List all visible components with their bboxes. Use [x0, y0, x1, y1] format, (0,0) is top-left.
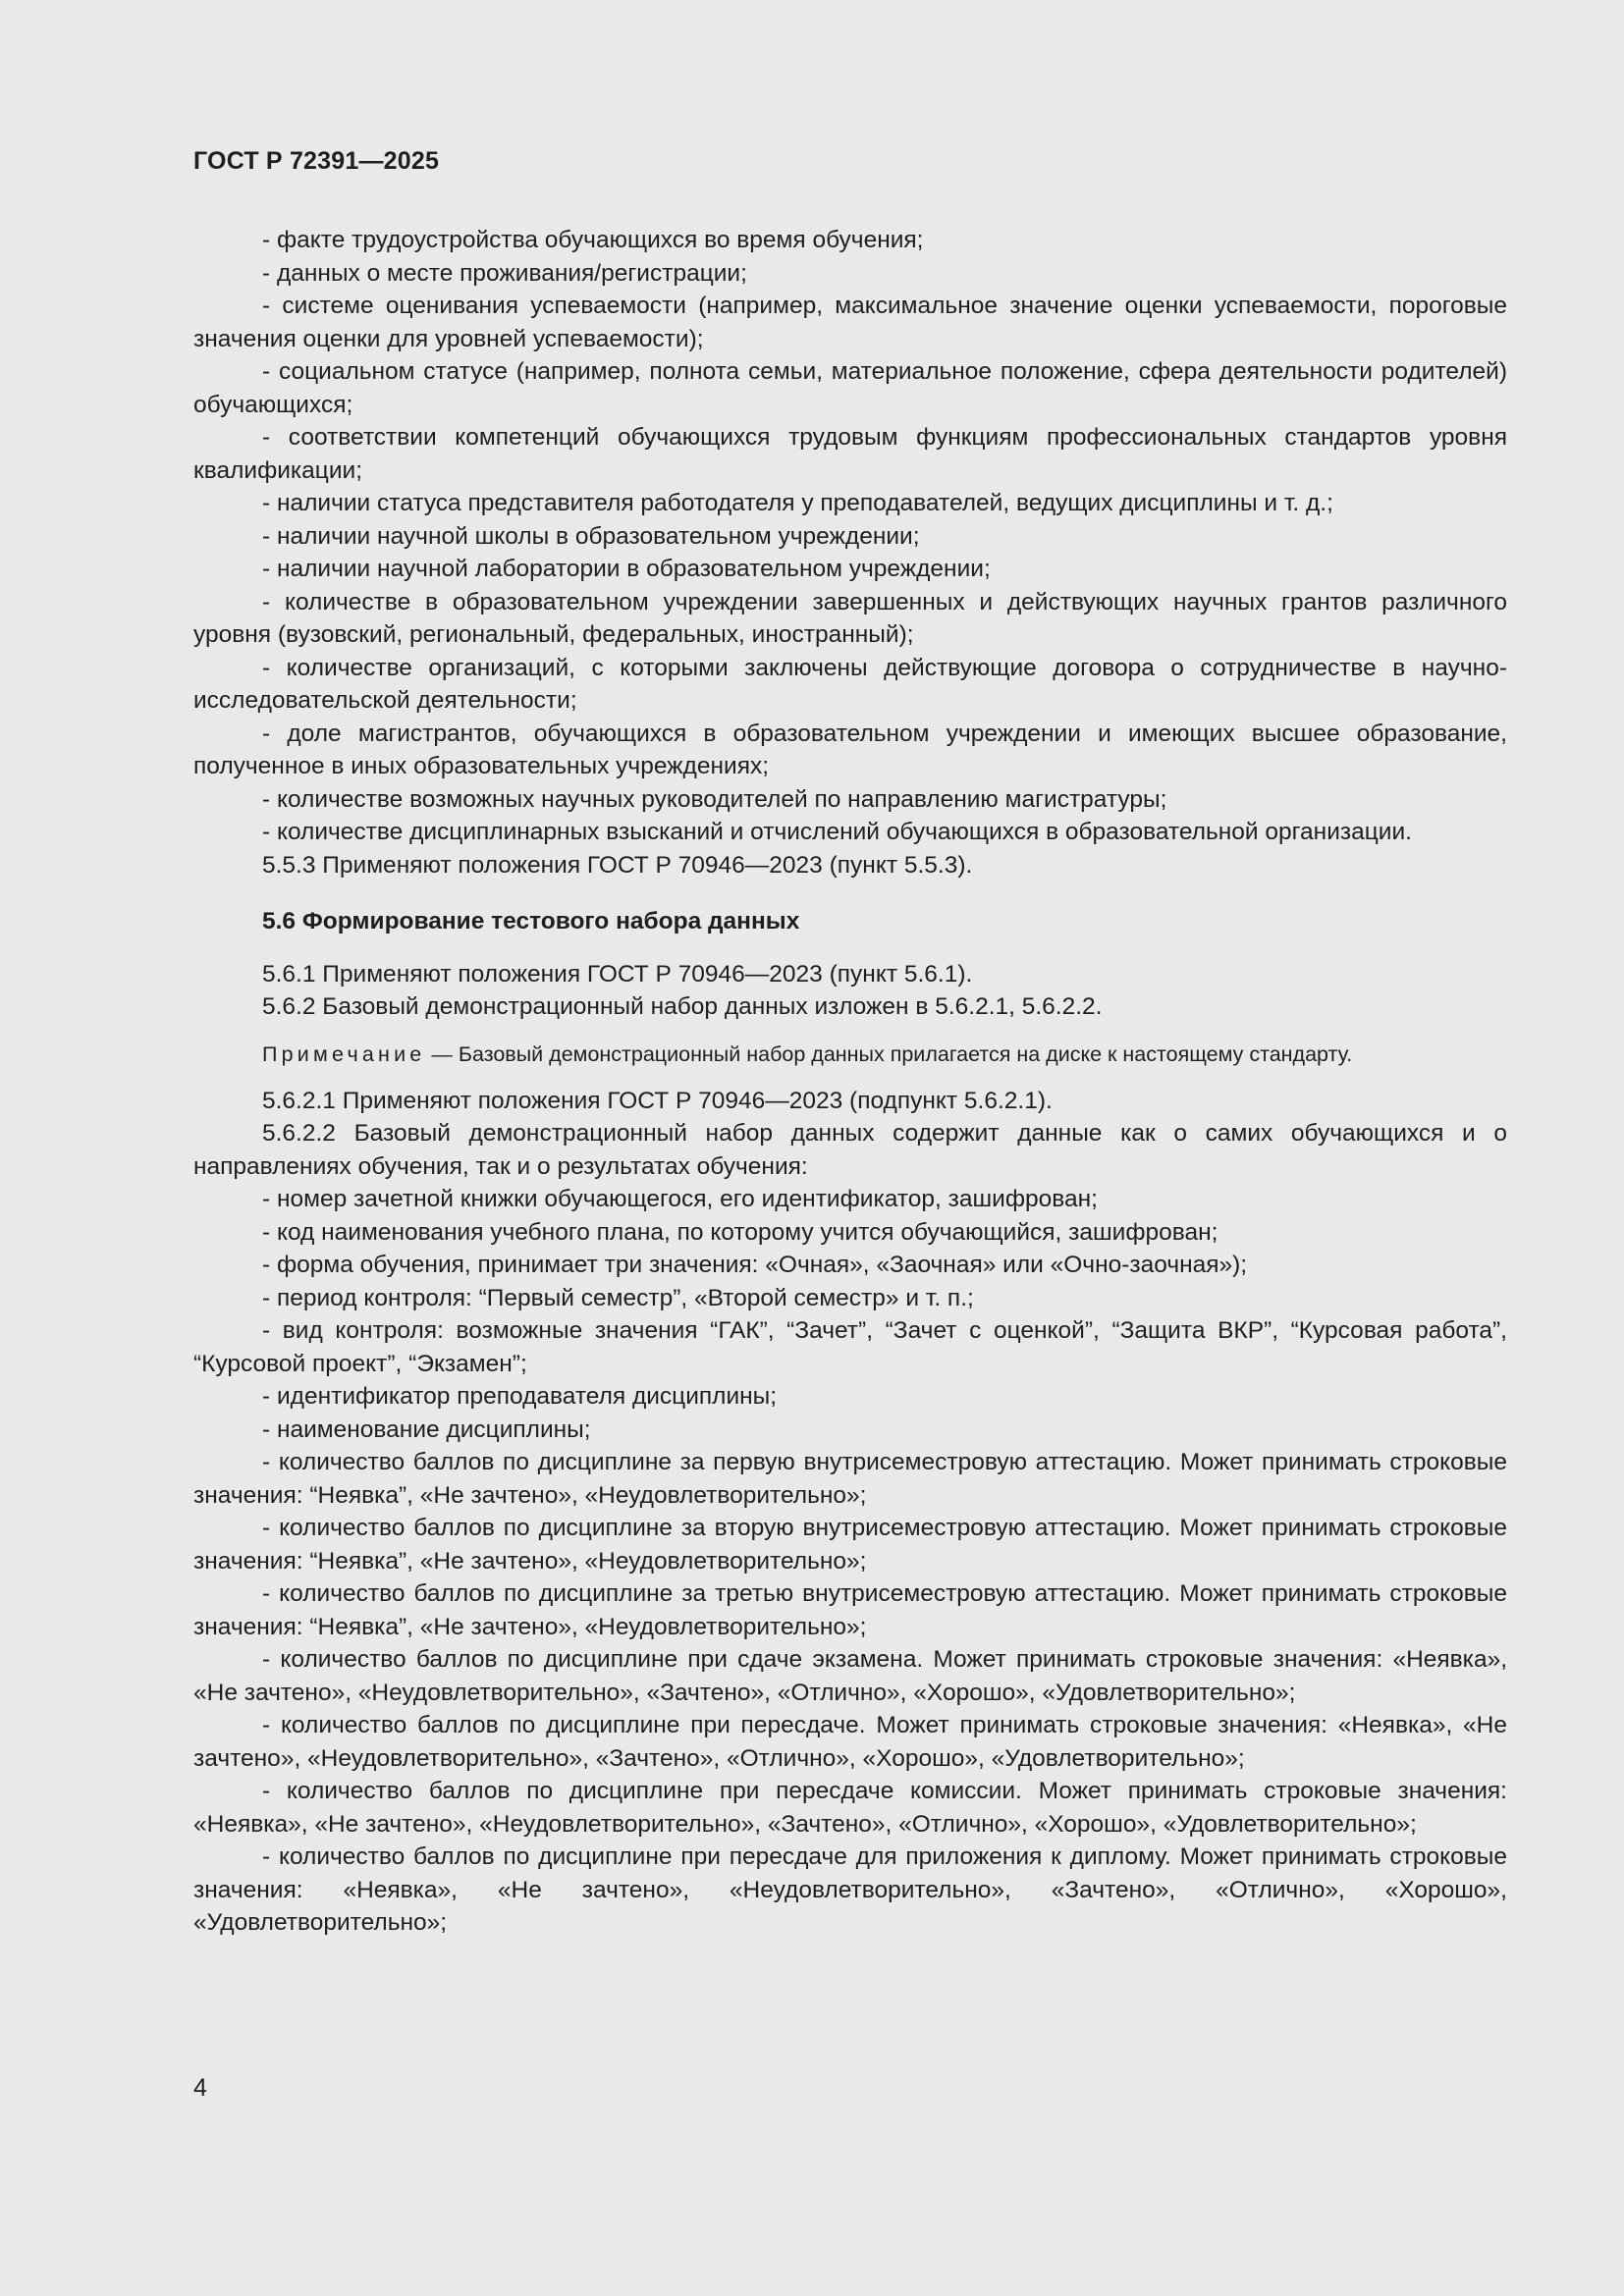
list-item: - количестве организаций, с которыми заключены действующие договора о сотрудничестве в научно-исследовательской деятельности;	[193, 654, 1507, 714]
document-header: ГОСТ Р 72391—2025	[193, 147, 440, 175]
list-item: - идентификатор преподавателя дисциплины;	[262, 1383, 778, 1410]
list-block-3	[193, 1085, 1507, 1940]
list-item: - код наименования учебного плана, по которому учится обучающийся, зашифрован;	[262, 1218, 1218, 1246]
list-item: - количество баллов по дисциплине при сдаче экзамена. Может принимать строковые значения: «Неявка», «Не зачтено», «Неудовлетворительно», «Зачтено», «Отлично», «Хорошо», «Удовлетворительно»;	[193, 1646, 1507, 1706]
list-item: - количество баллов по дисциплине при пересдаче для приложения к диплому. Может принимать строковые значения: «Неявка», «Не зачтено», «Неудовлетворительно», «Зачтено», «Отлично», «Хорошо», «Удовлетворительно»;	[193, 1843, 1507, 1936]
list-item: - наличии статуса представителя работодателя у преподавателей, ведущих дисциплины и т. д.;	[262, 490, 1333, 516]
note-text: — Базовый демонстрационный набор данных прилагается на диске к настоящему стандарту.	[425, 1041, 1353, 1066]
list-item: - количество баллов по дисциплине при пересдаче. Может принимать строковые значения: «Неявка», «Не зачтено», «Неудовлетворительно», «Зачтено», «Отлично», «Хорошо», «Удовлетворительно»;	[193, 1712, 1507, 1772]
list-item: - количество баллов по дисциплине за третью внутрисеместровую аттестацию. Может принимать строковые значения: “Неявка”, «Не зачтено», «Неудовлетворительно»;	[193, 1580, 1507, 1640]
list-item: - наличии научной школы в образовательном учреждении;	[262, 522, 920, 550]
list-item: - количество баллов по дисциплине за первую внутрисеместровую аттестацию. Может принимать строковые значения: “Неявка”, «Не зачтено», «Неудовлетворительно»;	[193, 1449, 1507, 1509]
list-item: - наличии научной лаборатории в образовательном учреждении;	[262, 556, 991, 582]
list-item: - доле магистрантов, обучающихся в образовательном учреждении и имеющих высшее образование, полученное в иных образовательных учреждениях;	[193, 720, 1507, 779]
page-number: 4	[193, 2074, 207, 2102]
list-item: - социальном статусе (например, полнота семьи, материальное положение, сфера деятельности родителей) обучающихся;	[193, 358, 1507, 418]
list-item: - номер зачетной книжки обучающегося, его идентификатор, зашифрован;	[262, 1186, 1098, 1212]
list-item: - количестве дисциплинарных взысканий и отчислений обучающихся в образовательной организации.	[262, 819, 1412, 845]
list-item: - данных о месте проживания/регистрации;	[262, 259, 747, 287]
clause-block-2	[193, 958, 1507, 1024]
clause-5-6-2: 5.6.2 Базовый демонстрационный набор данных изложен в 5.6.2.1, 5.6.2.2.	[262, 993, 1103, 1020]
list-item: - вид контроля: возможные значения “ГАК”, “Зачет”, “Зачет с оценкой”, “Защита ВКР”, “Курсовая работа”, “Курсовой проект”, “Экзамен”;	[193, 1317, 1507, 1377]
note	[193, 1040, 1507, 1069]
clause-5-6-2-2: 5.6.2.2 Базовый демонстрационный набор данных содержит данные как о самих обучающихся и о направлениях обучения, так и о результатах обучения:	[193, 1120, 1507, 1180]
list-block-1	[193, 224, 1507, 881]
list-item: - наименование дисциплины;	[262, 1415, 591, 1443]
list-item: - соответствии компетенций обучающихся трудовым функциям профессиональных стандартов уровня квалификации;	[193, 424, 1507, 484]
page-body	[193, 224, 1507, 1940]
list-item: - период контроля: “Первый семестр”, «Второй семестр» и т. п.;	[262, 1284, 974, 1311]
clause-5-6-1: 5.6.1 Применяют положения ГОСТ Р 70946—2023 (пункт 5.6.1).	[262, 960, 973, 988]
list-item: - количество баллов по дисциплине при пересдаче комиссии. Может принимать строковые значения: «Неявка», «Не зачтено», «Неудовлетворительно», «Зачтено», «Отлично», «Хорошо», «Удовлетворительно»;	[193, 1778, 1507, 1838]
note-label: Примечание	[262, 1041, 426, 1066]
clause-5-5-3: 5.5.3 Применяют положения ГОСТ Р 70946—2023 (пункт 5.5.3).	[262, 851, 973, 879]
list-item: - факте трудоустройства обучающихся во время обучения;	[262, 227, 924, 253]
section-heading: 5.6 Формирование тестового набора данных	[262, 908, 800, 934]
list-item: - количестве возможных научных руководителей по направлению магистратуры;	[262, 785, 1167, 813]
list-item: - системе оценивания успеваемости (например, максимальное значение оценки успеваемости, пороговые значения оценки для уровней успеваемости);	[193, 293, 1507, 352]
clause-5-6-2-1: 5.6.2.1 Применяют положения ГОСТ Р 70946—2023 (подпункт 5.6.2.1).	[262, 1087, 1053, 1114]
list-item: - количестве в образовательном учреждении завершенных и действующих научных грантов различного уровня (вузовский, региональный, федеральных, иностранный);	[193, 588, 1507, 648]
list-item: - форма обучения, принимает три значения: «Очная», «Заочная» или «Очно-заочная»);	[262, 1252, 1248, 1278]
list-item: - количество баллов по дисциплине за вторую внутрисеместровую аттестацию. Может принимать строковые значения: “Неявка”, «Не зачтено», «Неудовлетворительно»;	[193, 1515, 1507, 1575]
